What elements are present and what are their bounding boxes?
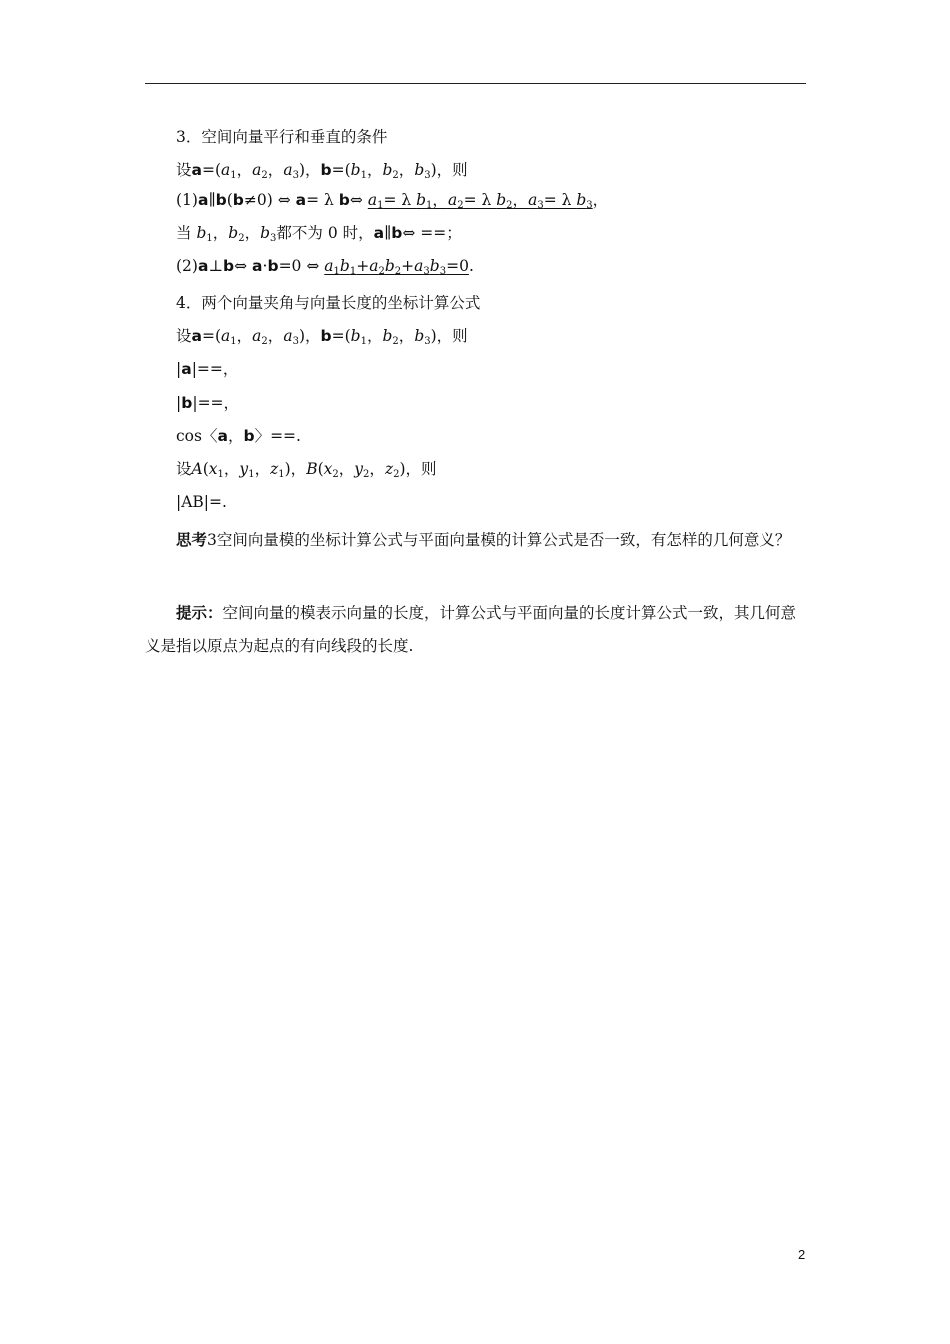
section-4-heading: 4．两个向量夹角与向量长度的坐标计算公式 xyxy=(176,294,481,312)
hint-label: 提示： xyxy=(176,604,223,622)
s4-abs-a: |a|==， xyxy=(176,360,239,378)
think-text: 3空间向量模的坐标计算公式与平面向量模的计算公式是否一致，有怎样的几何意义？ xyxy=(207,531,791,549)
s3-vector-def: 设$a=(a_1$，$a_2$，$a_3$)，$b=(b_1$，$b_2$，$b_3$)，则 xyxy=(176,161,468,181)
s3-parallel-condition: (1)a∥b(b≠0) ⇔ a= λ b⇔ $a_1= \lambda$ $b_1$，$a_2= \lambda$ $b_2$，$a_3= \lambda$ $b_3$， xyxy=(176,191,609,211)
section-3-heading: 3．空间向量平行和垂直的条件 xyxy=(176,128,388,146)
header-rule xyxy=(145,83,806,84)
s3-parallel-ratio: 当 $b_1$，$b_2$，$b_3$都不为 0 时，a∥b⇔ ==； xyxy=(176,224,462,244)
think-paragraph xyxy=(145,524,806,557)
s4-abs-b: |b|==， xyxy=(176,394,240,412)
s4-ab-length: |AB|=. xyxy=(176,493,227,511)
s4-vector-def: 设$a=(a_1$，$a_2$，$a_3$)，$b=(b_1$，$b_2$，$b_3$)，则 xyxy=(176,327,468,347)
s3-perpendicular-condition: (2)a⊥b⇔ a·b=0 ⇔ $a_1b_1+a_2b_2+a_3b_3=0$. xyxy=(176,257,474,277)
s4-cos: cos〈a，b〉==. xyxy=(176,427,301,445)
think-label: 思考 xyxy=(176,531,208,549)
hint-paragraph xyxy=(145,597,806,663)
s4-points: 设$A(x_1$，$y_1$，$z_1$)，$B(x_2$，$y_2$，$z_2$)，则 xyxy=(176,460,437,480)
hint-text: 空间向量的模表示向量的长度，计算公式与平面向量的长度计算公式一致，其几何意义是指以原点为起点的有向线段的长度. xyxy=(145,604,797,655)
page-number: 2 xyxy=(798,1247,806,1262)
